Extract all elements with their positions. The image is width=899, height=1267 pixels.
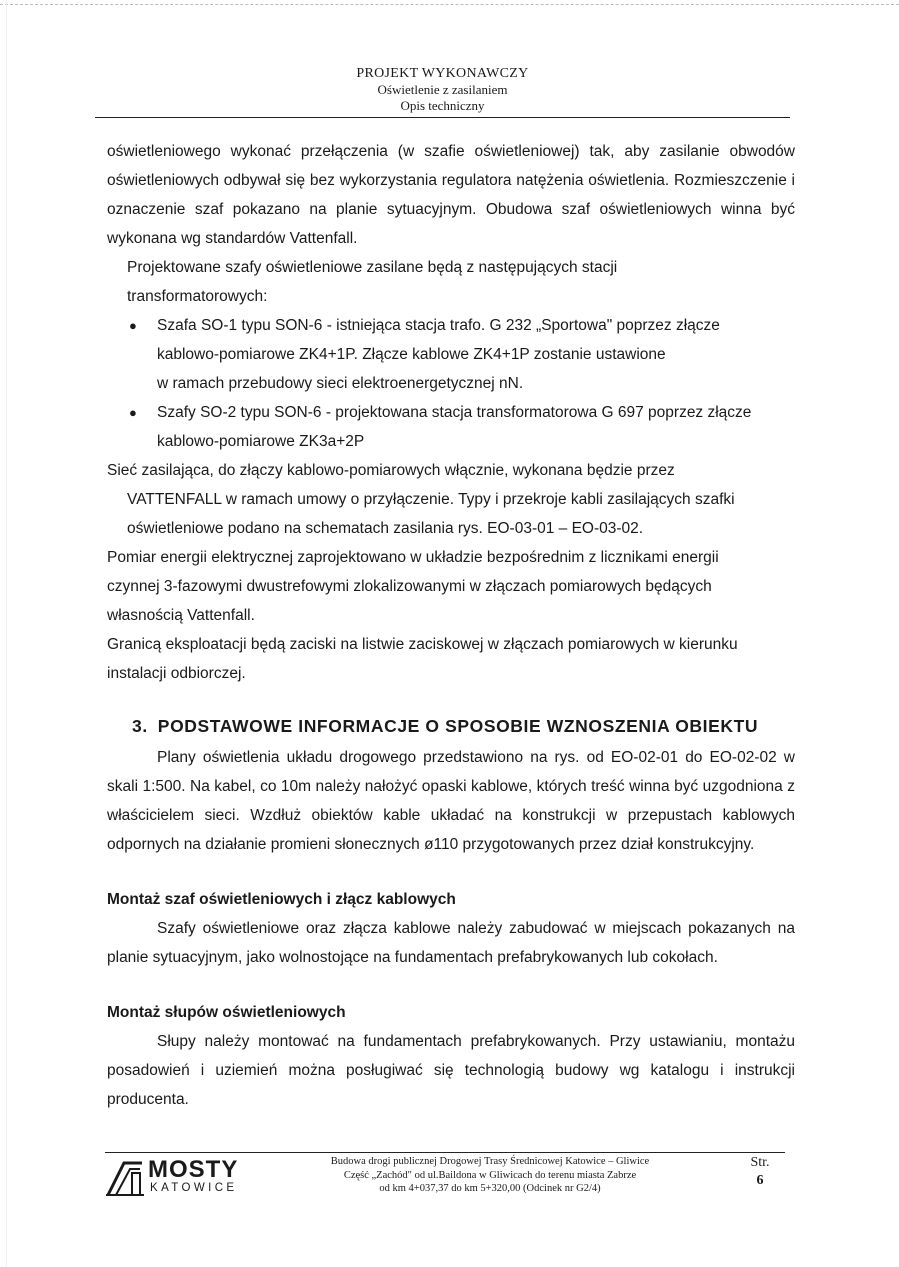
section-number: 3. (132, 716, 148, 736)
mosty-logo-icon (106, 1159, 144, 1197)
footer-project-info (300, 1155, 680, 1196)
paragraph-switching: oświetleniowego wykonać przełączenia (w szafie oświetleniowej) tak, aby zasilanie obwodów oświetleniowych odbywał się bez wykorzystania regulatora natężenia oświetlenia. Rozmieszczenie i oznaczenie szaf pokazano na planie sytuacyjnym. Obudowa szaf oświetleniowych winna być wykonana wg standardów Vattenfall. (107, 143, 795, 247)
paragraph-metering-3: własnością Vattenfall. (107, 607, 255, 624)
paragraph-poles: Słupy należy montować na fundamentach prefabrykowanych. Przy ustawianiu, montażu posadowień i uziemień można posługiwać się technologią budowy wg katalogu i instrukcji producenta. (107, 1033, 795, 1108)
list-item-line: Szafy SO-2 typu SON-6 - projektowana stacja transformatorowa G 697 poprzez złącze (157, 404, 752, 421)
bullet-icon: ● (129, 318, 137, 333)
page-label: Str. (750, 1155, 770, 1170)
page-number-block (735, 1154, 785, 1191)
mosty-katowice-logo (106, 1157, 256, 1199)
paragraph-cabinets: Szafy oświetleniowe oraz złącza kablowe należy zabudować w miejscach pokazanych na planie sytuacyjnym, jako wolnostojące na fundamentach prefabrykowanych lub cokołach. (107, 920, 795, 966)
footer-divider (105, 1152, 785, 1153)
header-section: Opis techniczny (400, 98, 485, 113)
paragraph-network-3: oświetleniowe podano na schematach zasilania rys. EO-03-01 – EO-03-02. (127, 520, 644, 537)
subsection-heading-poles: Montaż słupów oświetleniowych (107, 1004, 346, 1021)
paragraph-supply-intro-2: transformatorowych: (127, 288, 268, 305)
subsection-heading-cabinets: Montaż szaf oświetleniowych i złącz kablowych (107, 891, 456, 908)
paragraph-boundary-2: instalacji odbiorczej. (107, 665, 246, 682)
footer-line: Część „Zachód" od ul.Baildona w Gliwicach do terenu miasta Zabrze (343, 1169, 637, 1181)
section-3-heading (107, 712, 795, 741)
logo-brand: MOSTY (148, 1156, 239, 1183)
document-body (107, 137, 795, 1114)
paragraph-network-2: VATTENFALL w ramach umowy o przyłączenie. Typy i przekroje kabli zasilających szafki (127, 491, 735, 508)
list-item (107, 311, 795, 398)
paragraph-network-1: Sieć zasilająca, do złączy kablowo-pomiarowych włącznie, wykonana będzie przez (107, 462, 675, 479)
list-item-line: Szafa SO-1 typu SON-6 - istniejąca stacja trafo. G 232 „Sportowa" poprzez złącze (157, 317, 720, 334)
header-subtitle: Oświetlenie z zasilaniem (377, 82, 508, 97)
paragraph-metering-2: czynnej 3-fazowymi dwustrefowymi zlokalizowanymi w złączach pomiarowych będących (107, 578, 712, 595)
bullet-icon: ● (129, 405, 137, 420)
list-item-line: w ramach przebudowy sieci elektroenergetycznej nN. (157, 375, 524, 392)
header-title: PROJEKT WYKONAWCZY (356, 66, 529, 81)
list-item-line: kablowo-pomiarowe ZK4+1P. Złącze kablowe ZK4+1P zostanie ustawione (157, 346, 666, 363)
footer-line: od km 4+037,37 do km 5+320,00 (Odcinek nr G2/4) (379, 1183, 601, 1194)
scan-margin-line (6, 0, 7, 1267)
header-divider (95, 117, 790, 118)
list-item (107, 398, 795, 456)
footer-line: Budowa drogi publicznej Drogowej Trasy Średnicowej Katowice – Gliwice (330, 1156, 650, 1167)
page-header (95, 66, 790, 114)
page-number: 6 (756, 1173, 764, 1188)
list-item-line: kablowo-pomiarowe ZK3a+2P (157, 433, 365, 450)
paragraph-boundary-1: Granicą eksploatacji będą zaciski na listwie zaciskowej w złączach pomiarowych w kierunku (107, 636, 738, 653)
paragraph-lighting-plans: Plany oświetlenia układu drogowego przedstawiono na rys. od EO-02-01 do EO-02-02 w skali 1:500. Na kabel, co 10m należy nałożyć opaski kablowe, których treść winna być uzgodniona z właścicielem sieci. Wzdłuż obiektów kable układać na konstrukcji w przepustach kablowych odpornych na działanie promieni słonecznych ø110 przygotowanych przez dział konstrukcyjny. (107, 749, 795, 853)
logo-city: KATOWICE (150, 1182, 238, 1194)
section-title: PODSTAWOWE INFORMACJE O SPOSOBIE WZNOSZENIA OBIEKTU (157, 716, 759, 736)
supply-list (107, 311, 795, 456)
paragraph-supply-intro-1: Projektowane szafy oświetleniowe zasilane będą z następujących stacji (127, 259, 618, 276)
scan-edge-line (0, 4, 899, 5)
paragraph-metering-1: Pomiar energii elektrycznej zaprojektowano w układzie bezpośrednim z licznikami energii (107, 549, 719, 566)
